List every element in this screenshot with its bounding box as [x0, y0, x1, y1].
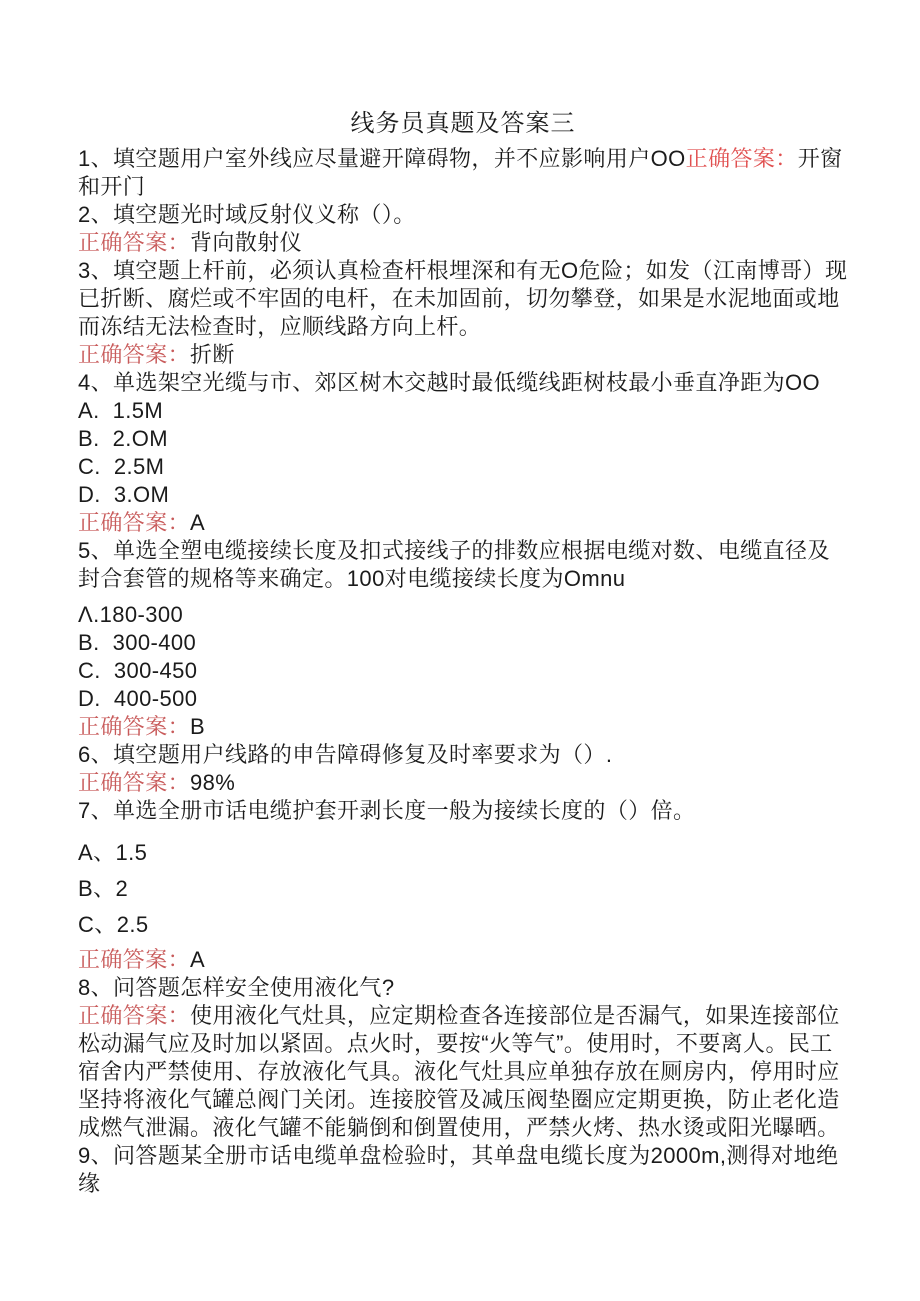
answer-label: 正确答案：: [78, 230, 191, 255]
answer-line: [78, 341, 848, 369]
answer-label: 正确答案：: [78, 770, 191, 795]
text-segment: 折断: [190, 342, 235, 367]
question-line: [78, 369, 848, 397]
option-line: [78, 453, 848, 481]
text-segment: Λ.180-300: [78, 602, 184, 627]
answer-label: 正确答案：: [78, 342, 191, 367]
option-line: [78, 601, 848, 629]
option-line: [78, 481, 848, 509]
option-line: [78, 657, 848, 685]
answer-line: [78, 509, 848, 537]
option-line: [78, 397, 848, 425]
text-segment: D. 3.OM: [78, 482, 170, 507]
answer-label: 正确答案：: [685, 146, 798, 171]
text-segment: 98%: [190, 770, 236, 795]
text-segment: A. 1.5M: [78, 398, 164, 423]
option-line: [78, 875, 848, 903]
text-segment: 背向散射仪: [190, 230, 303, 255]
text-segment: 2、填空题光时域反射仪义称（）。: [78, 202, 416, 227]
option-line: [78, 425, 848, 453]
text-segment: A: [190, 947, 206, 972]
text-segment: C. 2.5M: [78, 454, 165, 479]
text-segment: B: [190, 714, 206, 739]
answer-line: [78, 229, 848, 257]
option-line: [78, 685, 848, 713]
text-segment: 8、问答题怎样安全使用液化气?: [78, 975, 395, 1000]
text-segment: C、2.5: [78, 912, 149, 937]
text-segment: 线务员真题及答案三: [350, 110, 576, 137]
answer-label: 正确答案：: [78, 510, 191, 535]
question-line: [78, 145, 848, 201]
text-segment: A、1.5: [78, 840, 148, 865]
question-line: [78, 257, 848, 341]
text-segment: 1、填空题用户室外线应尽量避开障碍物，并不应影响用户OO: [78, 146, 686, 171]
question-line: [78, 537, 848, 593]
answer-label: 正确答案：: [78, 947, 191, 972]
text-segment: 5、单选全塑电缆接续长度及扣式接线子的排数应根据电缆对数、电缆直径及封合套管的规格等来确定。100对电缆接续长度为Omnu: [78, 538, 830, 591]
text-segment: B、2: [78, 876, 129, 901]
text-segment: 3、填空题上杆前，必须认真检查杆根埋深和有无O危险；如发（江南博哥）现已折断、腐烂或不牢固的电杆，在未加固前，切勿攀登，如果是水泥地面或地而冻结无法检查时，应顺线路方向上杆。: [78, 258, 848, 339]
text-segment: 7、单选全册市话电缆护套开剥长度一般为接续长度的（）倍。: [78, 798, 696, 823]
answer-line: [78, 1002, 848, 1142]
text-segment: D. 400-500: [78, 686, 198, 711]
question-line: [78, 797, 848, 825]
text-segment: A: [190, 510, 206, 535]
answer-label: 正确答案：: [78, 1003, 191, 1028]
option-line: [78, 911, 848, 939]
option-line: [78, 839, 848, 867]
doc-title: [78, 110, 848, 138]
answer-label: 正确答案：: [78, 714, 191, 739]
text-segment: 开窗和开门: [78, 146, 843, 199]
text-segment: B. 2.OM: [78, 426, 168, 451]
text-segment: 使用液化气灶具，应定期检查各连接部位是否漏气，如果连接部位松动漏气应及时加以紧固。点火时，要按“火等气”。使用时，不要离人。民工宿舍内严禁使用、存放液化气具。液化气灶具应单独存放在厕房内，停用时应坚持将液化气罐总阀门关闭。连接胶管及减压阀垫圈应定期更换，防止老化造成燃气泄漏。液化气罐不能躺倒和倒置使用，严禁火烤、热水烫或阳光曝晒。: [78, 1003, 840, 1140]
text-segment: 9、问答题某全册市话电缆单盘检验时，其单盘电缆长度为2000m,测得对地绝缘: [78, 1143, 839, 1196]
question-line: [78, 741, 848, 769]
question-line: [78, 1142, 848, 1198]
text-segment: 6、填空题用户线路的申告障碍修复及时率要求为（）.: [78, 742, 613, 767]
question-line: [78, 201, 848, 229]
answer-line: [78, 946, 848, 974]
text-segment: C. 300-450: [78, 658, 198, 683]
answer-line: [78, 713, 848, 741]
question-line: [78, 974, 848, 1002]
answer-line: [78, 769, 848, 797]
text-segment: 4、单选架空光缆与市、郊区树木交越时最低缆线距树枝最小垂直净距为OO: [78, 370, 821, 395]
text-segment: B. 300-400: [78, 630, 197, 655]
document-content: [78, 110, 848, 1198]
option-line: [78, 629, 848, 657]
